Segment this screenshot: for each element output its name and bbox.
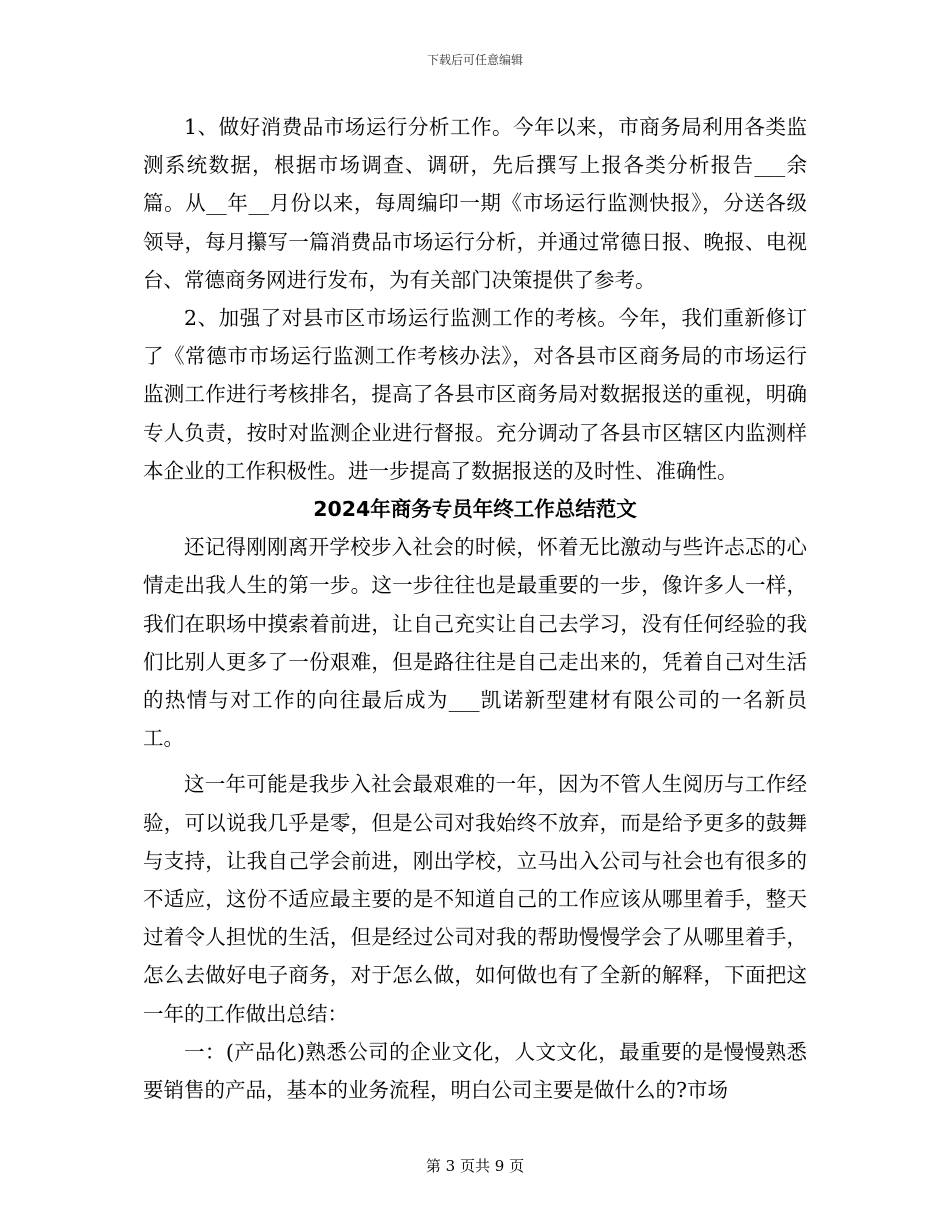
paragraph-2: 2、加强了对县市区市场运行监测工作的考核。今年，我们重新修订了《常德市市场运行监测工作考核办法》，对各县市区商务局的市场运行监测工作进行考核排名，提高了各县市区商务局对数据报送的重视，明确专人负责，按时对监测企业进行督报。充分调动了各县市区辖区内监测样本企业的工作积极性。进一步提高了数据报送的及时性、准确性。 [143,306,807,483]
section-title: 2024年商务专员年终工作总结范文 [313,497,637,522]
paragraph-1: 1、做好消费品市场运行分析工作。今年以来，市商务局利用各类监测系统数据，根据市场调查、调研，先后撰写上报各类分析报告___余篇。从__年__月份以来，每周编印一期《市场运行监测快报》，分送各级领导，每月攥写一篇消费品市场运行分析，并通过常德日报、晚报、电视台、常德商务网进行发布，为有关部门决策提供了参考。 [143,115,807,292]
paragraph-4: 这一年可能是我步入社会最艰难的一年，因为不管人生阅历与工作经验，可以说我几乎是零，但是公司对我始终不放弃，而是给予更多的鼓舞与支持，让我自己学会前进，刚出学校，立马出入公司与社会也有很多的不适应，这份不适应最主要的是不知道自己的工作应该从哪里着手，整天过着令人担忧的生活，但是经过公司对我的帮助慢慢学会了从哪里着手，怎么去做好电子商务，对于怎么做，如何做也有了全新的解释，下面把这一年的工作做出总结： [143,772,807,1026]
paragraph-3: 还记得刚刚离开学校步入社会的时候，怀着无比激动与些许忐忑的心情走出我人生的第一步。这一步往往也是最重要的一步，像许多人一样，我们在职场中摸索着前进，让自己充实让自己去学习，没有任何经验的我们比别人更多了一份艰难，但是路往往是自己走出来的，凭着自己对生活的热情与对工作的向往最后成为___凯诺新型建材有限公司的一名新员工。 [143,535,807,751]
page-footer: 第 3 页共 9 页 [425,1157,525,1175]
page-header: 下载后可任意编辑 [426,53,523,67]
document-body [143,108,807,1109]
paragraph-5: 一：(产品化)熟悉公司的企业文化，人文文化，最重要的是慢慢熟悉要销售的产品，基本的业务流程，明白公司主要是做什么的?市场 [143,1039,807,1103]
